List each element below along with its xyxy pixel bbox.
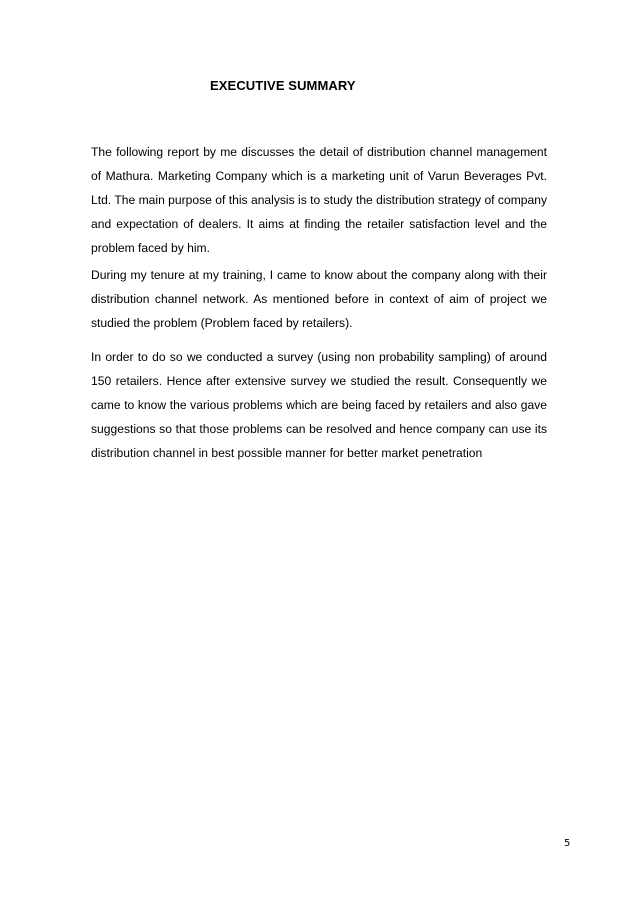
page-number: 5 — [564, 838, 571, 849]
paragraph-training: During my tenure at my training, I came to know about the company along with their distribution channel network. As mentioned before in context of aim of project we studied the problem (Problem faced by retailers). — [91, 268, 547, 330]
page-title: EXECUTIVE SUMMARY — [210, 78, 356, 93]
paragraph-introduction: The following report by me discusses the detail of distribution channel management of Mathura. Marketing Company which is a marketing unit of Varun Beverages Pvt. Ltd. The main purpose of this analysis is to study the distribution strategy of company and expectation of dealers. It aims at finding the retailer satisfaction level and the problem faced by him. — [91, 145, 547, 255]
paragraph-survey: In order to do so we conducted a survey (using non probability sampling) of around 150 retailers. Hence after extensive survey we studied the result. Consequently we came to know the various problems which are being faced by retailers and also gave suggestions so that those problems can be resolved and hence company can use its distribution channel in best possible manner for better market penetration — [91, 350, 547, 460]
